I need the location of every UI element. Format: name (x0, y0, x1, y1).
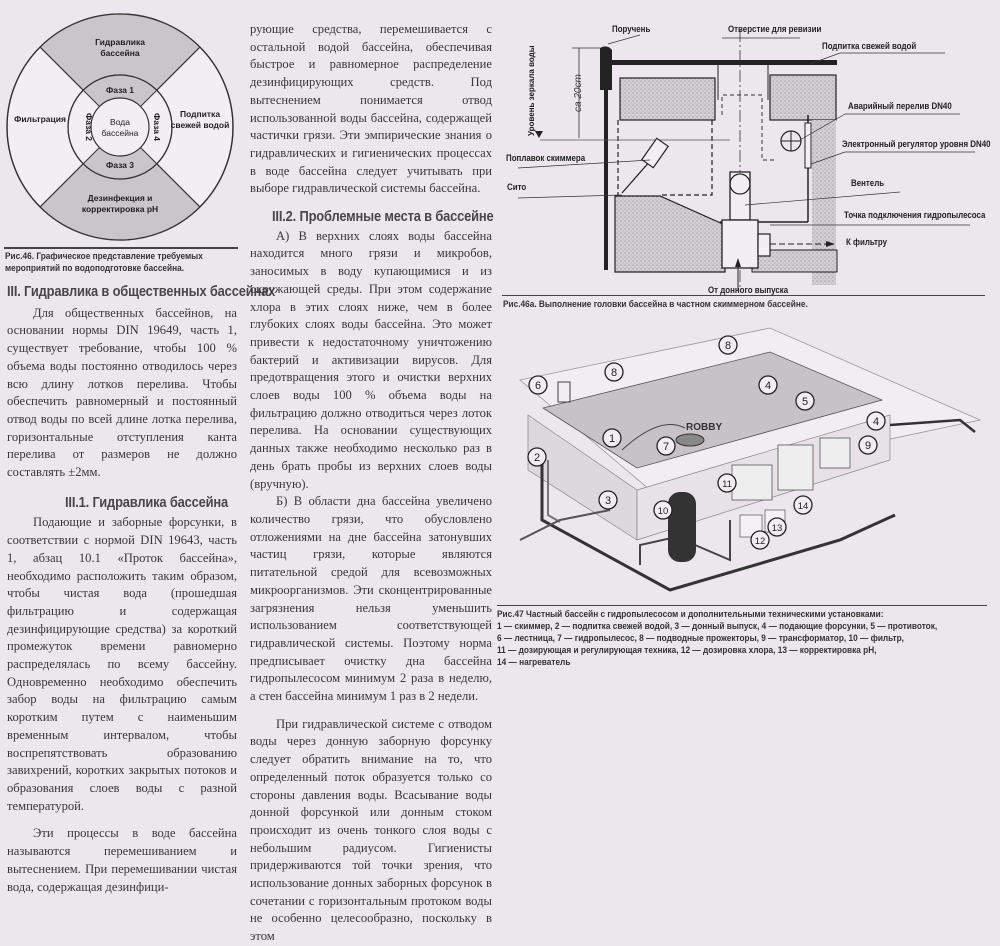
callout-marker-3 (599, 491, 617, 509)
caption-line: мероприятий по водоподготовке бассейна. (5, 263, 185, 273)
callout-number: 2 (533, 452, 541, 464)
callout-number: 12 (754, 536, 766, 547)
callout-number: 9 (864, 440, 872, 452)
phase-label: Фаза 2 (84, 112, 94, 142)
phase-label: Фаза 4 (152, 112, 162, 142)
section-heading: III.2. Проблемные места в бассейне (272, 208, 494, 226)
callout-marker-2 (528, 448, 546, 466)
section-heading: III.1. Гидравлика бассейна (65, 493, 229, 511)
callout-number: 3 (604, 495, 612, 507)
label-water-level: Уровень зеркала воды (527, 45, 536, 136)
caption-line: 1 — скиммер, 2 — подпитка свежей водой, 3 — донный выпуск, 4 — подающие форсунки, 5 — противоток, (497, 621, 938, 631)
label-emergency-overflow: Аварийный перелив DN40 (848, 101, 952, 111)
callout-number: 8 (724, 340, 732, 352)
paragraph: Эти процессы в воде бассейна называются перемешиванием и вытеснением. При перемешивании чистая вода, содержащая дезинфици- (7, 826, 237, 894)
paragraph: Для общественных бассейнов, на основании нормы DIN 19649, часть 1, существует требование, чтобы 100 % объема воды постоянно отводилось через всю длину лотков перелива. Чтобы обеспечить равномерный и постоянный отвод воды по всей длине лотка перелива, горизонтальные отступления канта перелива от размеров не должно составлять ±2мм. (7, 305, 237, 480)
fig46-caption (5, 250, 203, 274)
fig46a-caption: Рис.46а. Выполнение головки бассейна в частном скиммерном бассейне. (503, 299, 808, 309)
pool-robot (676, 434, 704, 446)
sector-label: Гидравлика (95, 37, 145, 47)
callout-number: 10 (657, 506, 669, 517)
paragraph: При гидравлической системе с отводом воды через донную заборную форсунку следует обратить внимание на то, что определенный поток образуется только со стороны давления воды. Всасывание воды донной форсункой или донным стоком происходит из очень тонкого слоя воды с небольшим радиусом. Гигиенисты придерживаются той точки зрения, что использование донных заборных форсунок в сочетании с горизонтальным протоком воды не особенно целесообразно, поскольку в этом (250, 716, 492, 944)
text-column-1 (7, 283, 276, 896)
paragraph: рующие средства, перемешивается с остальной водой бассейна, обеспечивая быстрое и равномерное распределение дезинфицирующих средств. Под вытеснением понимается отвод использованной воды бассейна, содержащей частички грязи. Эти эмпирические знания о гидравлических и гигиенических процессах в воде бассейна следует учитывать при выборе гидравлической системы бассейна. (250, 22, 492, 196)
callout-number: 8 (610, 367, 618, 379)
center-label: бассейна (101, 128, 139, 138)
callout-marker-8 (605, 363, 623, 381)
callout-number: 5 (801, 396, 809, 408)
callout-number: 13 (771, 523, 783, 534)
phase-label: Фаза 3 (105, 160, 135, 170)
caption-line: Рис.46. Графическое представление требуемых (5, 251, 203, 261)
label-fresh-water: Подпитка свежей водой (822, 41, 917, 51)
callout-marker-12 (751, 531, 769, 549)
label-inspection-opening: Отверстие для ревизии (728, 24, 822, 34)
callout-marker-5 (796, 392, 814, 410)
label-from-drain: От донного выпуска (708, 285, 789, 295)
label-skimmer-float: Поплавок скиммера (506, 153, 586, 163)
sector-label: свежей водой (170, 120, 230, 130)
label-level-regulator: Электронный регулятор уровня DN40 (842, 139, 991, 149)
callout-marker-4 (759, 376, 777, 394)
callout-number: 14 (797, 501, 809, 512)
callout-number: 4 (764, 380, 772, 392)
caption-line: Рис.47 Частный бассейн с гидропылесосом и дополнительными техническими установками: (497, 609, 884, 619)
center-label: Вода (110, 117, 130, 127)
robot-label: ROBBY (686, 422, 723, 433)
callout-marker-8 (719, 336, 737, 354)
section-heading: III. Гидравлика в общественных бассейнах (7, 283, 276, 300)
callout-marker-1 (603, 429, 621, 447)
caption-line: 14 — нагреватель (497, 657, 571, 667)
label-handrail: Поручень (612, 24, 651, 34)
sector-label: Подпитка (179, 109, 221, 119)
callout-marker-4 (867, 412, 885, 430)
fig47-caption (497, 608, 937, 668)
callout-marker-7 (657, 437, 675, 455)
paragraph: Б) В области дна бассейна увеличено количество грязи, что обусловлено отложениями на дне бассейна затонувших частиц грязи, которые являются питательной средой для всевозможных микроорганизмов. Эти сконцентрированные загрязнения нельзя уменьшить использованием соответствующей гидравлической системы. Поэтому норма предписывает очистку дна бассейна гидропылесосом минимум 2 раза в неделю, а стен бассейна минимум 1 раз в 2 недели. (250, 494, 492, 704)
callout-number: 11 (722, 479, 732, 490)
label-dimension: ca 20cm (573, 74, 584, 112)
sector-label: Дезинфекция и (87, 193, 153, 203)
label-sieve: Сито (507, 182, 527, 192)
callout-marker-6 (529, 376, 547, 394)
label-to-filter: К фильтру (846, 237, 888, 247)
callout-marker-10 (654, 501, 672, 519)
sector-label: бассейна (100, 48, 140, 58)
callout-number: 6 (534, 380, 542, 392)
paragraph: Подающие и заборные форсунки, в соответствии с нормой DIN 19643, часть 1, абзац 10.1 «Проток бассейна», необходимо расположить таким образом, чтобы чистая вода (прошедшая фильтрацию и содержащая дезинфицирующие средства) за короткий промежуток времени равномерно распределялась по всему бассейну. Одновременно необходимо обеспечить забор воды на фильтрацию самым коротким путем с наименьшим временным интервалом, чтобы воспрепятствовать образованию завихрений, коротких закрытых потоков и образования слоев воды с разной температурой. (7, 515, 237, 813)
sector-label: Фильтрация (14, 114, 66, 124)
callout-marker-11 (718, 474, 736, 492)
caption-line: 6 — лестница, 7 — гидропылесос, 8 — подводные прожекторы, 9 — трансформатор, 10 — фильтр, (497, 633, 904, 643)
callout-marker-9 (859, 436, 877, 454)
fig47-pool-drawing (500, 320, 1000, 600)
fig46a-skimmer-drawing (500, 0, 1000, 300)
caption-line: 11 — дозирующая и регулирующая техника, 12 — дозировка хлора, 13 — корректировка pH, (497, 645, 877, 655)
callout-number: 1 (608, 433, 616, 445)
phase-label: Фаза 1 (105, 85, 135, 95)
callout-number: 7 (662, 441, 670, 453)
callout-number: 4 (872, 416, 880, 428)
callout-marker-14 (794, 496, 812, 514)
filter-tank (668, 492, 696, 562)
callout-marker-13 (768, 518, 786, 536)
text-column-2 (250, 21, 492, 946)
label-vacuum-point: Точка подключения гидропылесоса (844, 210, 986, 220)
fig46-phase-diagram (0, 5, 240, 245)
paragraph: А) В верхних слоях воды бассейна находится много грязи и микробов, заносимых в воду купающимися и из окружающей среды. При этом содержание хлора в этих слоях ниже, чем в более глубоких слоях воды бассейна. Это может привести к недостаточному уничтожению бактерий и активизации вирусов. Для предотвращения этого и очистки верхних слоев воды 100 % объема воды на фильтрацию должно отводиться через лоток перелива. На основании существующих данных также необходимо несколько раз в день брать пробы из верхних слоев воды (вручную). (250, 228, 492, 491)
label-valve: Вентель (851, 178, 885, 188)
sector-label: корректировка pH (81, 204, 159, 214)
